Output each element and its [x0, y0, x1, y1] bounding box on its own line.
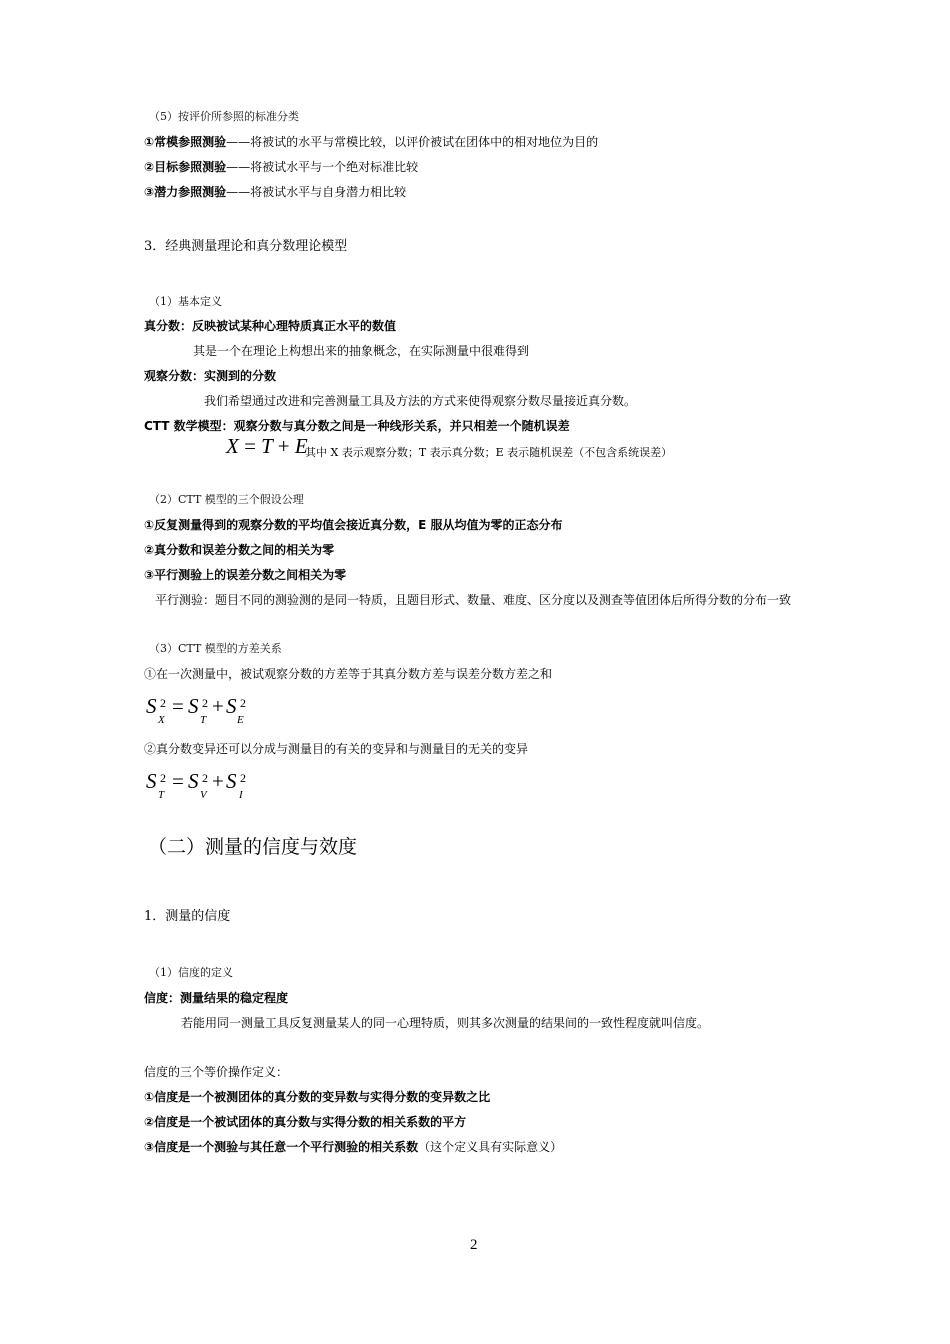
observed-score-definition: 观察分数：实测到的分数 [144, 369, 277, 383]
vf1-equals: = [172, 694, 184, 718]
op-def-3-text: ③信度是一个测验与其任意一个平行测验的相关系数 [144, 1140, 419, 1154]
axiom-2: ②真分数和误差分数之间的相关为零 [144, 543, 335, 557]
formula-plus: + [277, 434, 290, 458]
axiom-1: ①反复测量得到的观察分数的平均值会接近真分数，E 服从均值为零的正态分布 [144, 518, 563, 532]
vf2-sup-t: 2 [160, 771, 166, 785]
reference-item-2 [144, 161, 418, 173]
vf2-sup-v: 2 [202, 771, 208, 785]
operational-definition-1 [144, 1091, 490, 1103]
variance-formula-1 [146, 694, 256, 728]
vf1-sub-t: T [200, 714, 207, 726]
vf1-s-x: S [146, 694, 157, 718]
reference-item-2-desc: ——将被试水平与一个绝对标准比较 [226, 160, 419, 174]
vf1-plus: + [212, 694, 224, 718]
reference-item-1-term: ①常模参照测验 [144, 135, 227, 149]
reliability-note: 若能用同一测量工具反复测量某人的同一心理特质，则其多次测量的结果间的一致性程度就叫信度。 [181, 1016, 710, 1030]
reference-item-3-desc: ——将被试水平与自身潜力相比较 [226, 185, 407, 199]
reliability-definition-heading: （1）信度的定义 [149, 966, 233, 979]
ctt-model-statement: CTT 数学模型：观察分数与真分数之间是一种线形关系，并只相差一个随机误差 [144, 419, 570, 433]
vf1-sup-t: 2 [202, 696, 208, 710]
reference-item-3 [144, 186, 406, 198]
op-def-3-note: （这个定义具有实际意义） [418, 1140, 563, 1154]
vf2-equals: = [172, 769, 184, 793]
vf1-s-t: S [188, 694, 199, 718]
vf2-s-v: S [188, 769, 199, 793]
variance-statement-2: ②真分数变异还可以分成与测量目的有关的变异和与测量目的无关的变异 [144, 742, 529, 756]
part-2-title: （二）测量的信度与效度 [148, 836, 358, 858]
variance-statement-1: ①在一次测量中，被试观察分数的方差等于其真分数方差与误差分数方差之和 [144, 667, 553, 681]
variance-formula-2 [146, 769, 256, 803]
vf1-sup-x: 2 [160, 696, 166, 710]
basic-definition-heading: （1）基本定义 [149, 295, 222, 308]
reference-item-3-term: ③潜力参照测验 [144, 185, 227, 199]
vf2-sub-v: V [200, 789, 207, 801]
true-score-note: 其是一个在理论上构想出来的抽象概念，在实际测量中很难得到 [193, 344, 530, 358]
reliability-section-title: 1．测量的信度 [144, 909, 231, 924]
vf2-s-t: S [146, 769, 157, 793]
vf1-s-e: S [226, 694, 237, 718]
operational-definitions-title: 信度的三个等价操作定义： [144, 1065, 289, 1079]
vf2-sub-i: I [239, 789, 243, 801]
formula-note: 其中 X 表示观察分数；T 表示真分数；E 表示随机误差（不包含系统误差） [305, 446, 673, 459]
page-number: 2 [470, 1237, 478, 1253]
vf1-sup-e: 2 [240, 696, 246, 710]
parallel-test-note: 平行测验：题目不同的测验测的是同一特质，且题目形式、数量、难度、区分度以及测查等值团体后所得分数的分布一致 [155, 593, 792, 607]
variance-heading: （3）CTT 模型的方差关系 [149, 642, 282, 655]
operational-definition-3 [144, 1141, 562, 1153]
operational-definition-2 [144, 1116, 466, 1128]
vf2-s-i: S [226, 769, 237, 793]
section-3-title: 3．经典测量理论和真分数理论模型 [144, 239, 348, 254]
vf2-plus: + [212, 769, 224, 793]
observed-score-note: 我们希望通过改进和完善测量工具及方法的方式来使得观察分数尽量接近真分数。 [204, 394, 637, 408]
axioms-heading: （2）CTT 模型的三个假设公理 [149, 493, 304, 506]
formula-e: E [294, 434, 308, 458]
vf1-sub-e: E [237, 714, 244, 726]
formula-t: T [261, 434, 273, 458]
vf2-sup-i: 2 [240, 771, 246, 785]
axiom-3: ③平行测验上的误差分数之间相关为零 [144, 568, 347, 582]
reference-item-1-desc: ——将被试的水平与常模比较，以评价被试在团体中的相对地位为目的 [226, 135, 599, 149]
vf1-sub-x: X [158, 714, 165, 726]
op-def-1-text: ①信度是一个被测团体的真分数的变异数与实得分数的变异数之比 [144, 1090, 491, 1104]
formula-x: X [226, 434, 239, 458]
op-def-2-text: ②信度是一个被试团体的真分数与实得分数的相关系数的平方 [144, 1115, 467, 1129]
section-5-heading: （5）按评价所参照的标准分类 [149, 110, 299, 123]
true-score-definition: 真分数：反映被试某种心理特质真正水平的数值 [144, 319, 397, 333]
reliability-definition: 信度：测量结果的稳定程度 [144, 991, 289, 1005]
ctt-formula [226, 436, 308, 457]
vf2-sub-t: T [158, 789, 165, 801]
reference-item-1 [144, 136, 598, 148]
formula-equals: = [244, 434, 256, 458]
reference-item-2-term: ②目标参照测验 [144, 160, 227, 174]
